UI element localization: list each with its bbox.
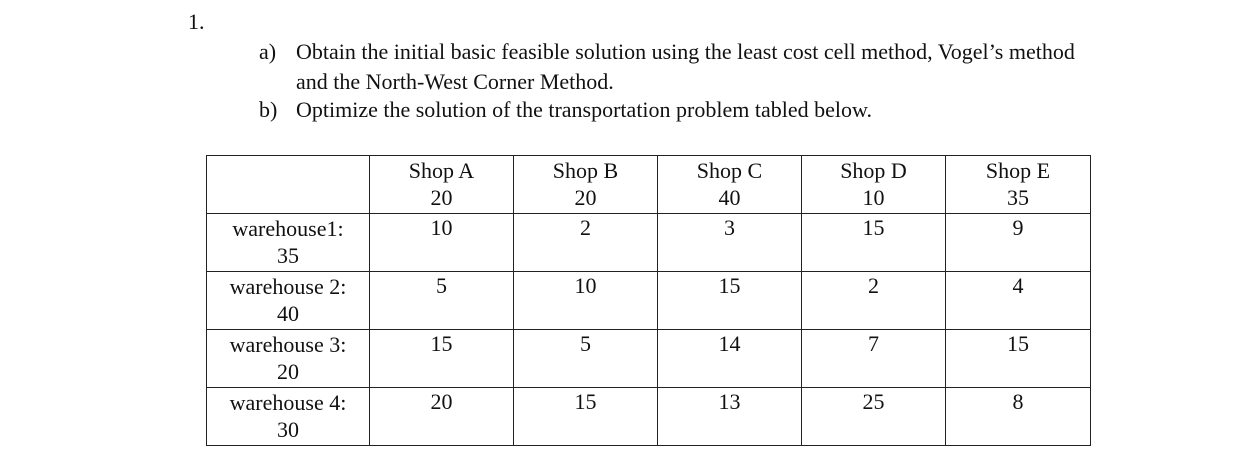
warehouse-supply: 35 <box>277 243 299 268</box>
shop-name: Shop C <box>696 158 763 183</box>
cost-cell: 8 <box>946 388 1091 446</box>
cost-cell: 3 <box>658 214 802 272</box>
table-header-row <box>207 156 1091 214</box>
shop-demand: 35 <box>1007 185 1029 210</box>
corner-cell <box>207 156 370 214</box>
shop-name: Shop D <box>840 158 907 183</box>
cost-cell: 4 <box>946 272 1091 330</box>
cost-cell: 7 <box>802 330 946 388</box>
row-header-warehouse-1 <box>207 214 370 272</box>
cost-cell: 15 <box>658 272 802 330</box>
row-header-warehouse-3 <box>207 330 370 388</box>
shop-demand: 40 <box>718 185 741 210</box>
cost-cell: 9 <box>946 214 1091 272</box>
part-a-marker: a) <box>259 39 277 64</box>
shop-demand: 10 <box>862 185 885 210</box>
column-header-shop-b <box>514 156 658 214</box>
warehouse-supply: 40 <box>277 301 299 326</box>
table-row-warehouse-4 <box>207 388 1091 446</box>
part-b-text: Optimize the solution of the transportation problem tabled below. <box>296 97 872 122</box>
part-b-marker: b) <box>259 97 278 122</box>
table-row-warehouse-1 <box>207 214 1091 272</box>
transportation-table <box>206 155 1091 446</box>
cost-cell: 5 <box>514 330 658 388</box>
cost-cell: 15 <box>370 330 514 388</box>
part-a-text: Obtain the initial basic feasible solution using the least cost cell method, Vogel’s method and the North-West Corner Method. <box>296 39 1075 94</box>
cost-cell: 14 <box>658 330 802 388</box>
shop-demand: 20 <box>574 185 597 210</box>
cost-cell: 2 <box>514 214 658 272</box>
warehouse-supply: 30 <box>277 417 299 442</box>
column-header-shop-a <box>370 156 514 214</box>
shop-demand: 20 <box>430 185 453 210</box>
question-number: 1. <box>188 9 205 34</box>
cost-cell: 15 <box>946 330 1091 388</box>
cost-cell: 13 <box>658 388 802 446</box>
row-header-warehouse-2 <box>207 272 370 330</box>
cost-cell: 10 <box>370 214 514 272</box>
cost-cell: 25 <box>802 388 946 446</box>
column-header-shop-c <box>658 156 802 214</box>
cost-cell: 15 <box>802 214 946 272</box>
cost-cell: 20 <box>370 388 514 446</box>
cost-cell: 10 <box>514 272 658 330</box>
column-header-shop-e <box>946 156 1091 214</box>
part-b <box>259 95 1096 125</box>
warehouse-name: warehouse1: <box>232 216 344 241</box>
shop-name: Shop A <box>408 158 475 183</box>
row-header-warehouse-4 <box>207 388 370 446</box>
warehouse-name: warehouse 3: <box>229 332 347 357</box>
warehouse-name: warehouse 2: <box>229 274 347 299</box>
table-row-warehouse-2 <box>207 272 1091 330</box>
column-header-shop-d <box>802 156 946 214</box>
table-row-warehouse-3 <box>207 330 1091 388</box>
warehouse-supply: 20 <box>277 359 299 384</box>
cost-cell: 5 <box>370 272 514 330</box>
warehouse-name: warehouse 4: <box>229 390 347 415</box>
shop-name: Shop B <box>552 158 619 183</box>
shop-name: Shop E <box>985 158 1051 183</box>
part-a <box>259 37 1096 97</box>
cost-cell: 15 <box>514 388 658 446</box>
cost-cell: 2 <box>802 272 946 330</box>
